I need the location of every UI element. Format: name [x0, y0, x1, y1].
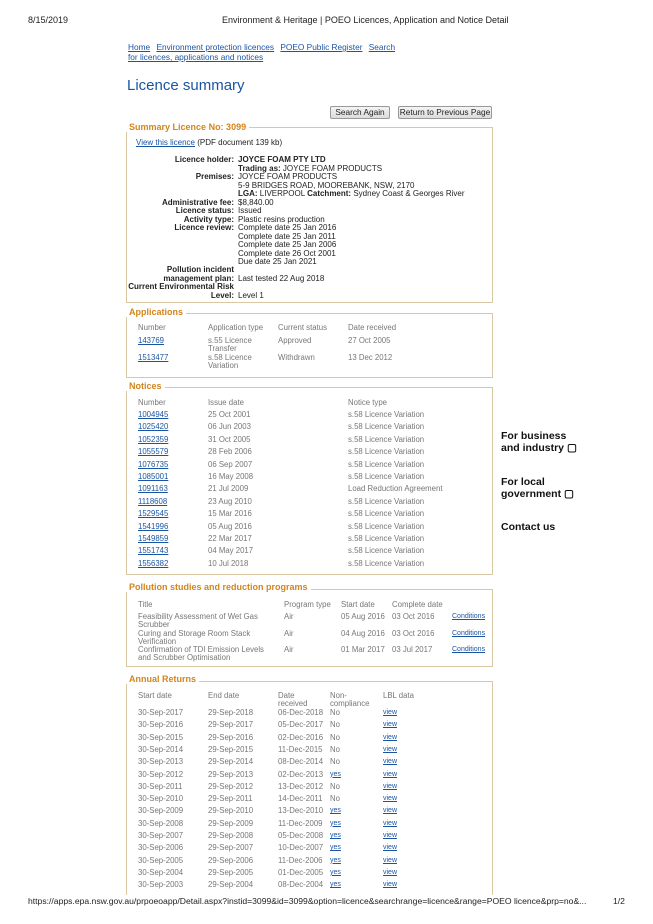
return-received: 06-Dec-2018	[278, 708, 324, 717]
return-noncompliance-link[interactable]: yes	[330, 856, 341, 864]
pollution-start: 01 Mar 2017	[341, 645, 385, 654]
app-type: s.58 Licence	[208, 353, 252, 362]
notice-date: 04 May 2017	[208, 546, 254, 556]
return-lbl-view-link[interactable]: view	[383, 868, 398, 876]
return-noncompliance: No	[330, 794, 340, 804]
risk-value: Level 1	[238, 290, 264, 300]
breadcrumb	[128, 42, 408, 62]
external-icon: ▢	[566, 442, 577, 454]
page-title: Licence summary	[127, 77, 245, 94]
notice-date: 05 Aug 2016	[208, 521, 252, 531]
return-previous-button[interactable]: Return to Previous Page	[399, 107, 491, 117]
notice-type: s.58 Licence Variation	[348, 459, 425, 469]
return-noncompliance-link[interactable]: yes	[330, 832, 341, 839]
notice-number-link[interactable]: 1085001	[138, 472, 169, 481]
holder-label: Licence holder:	[174, 155, 234, 164]
external-icon: ▢	[564, 488, 574, 500]
return-end: 29-Sep-2016	[208, 732, 254, 742]
notice-type: Load Reduction Agreement	[348, 484, 443, 494]
return-end: 29-Sep-2004	[208, 880, 254, 890]
return-start: 30-Sep-2010	[138, 794, 184, 804]
return-end: 29-Sep-2007	[208, 843, 254, 853]
lga-value: LIVERPOOL	[259, 189, 305, 198]
notice-type: s.58 Licence Variation	[348, 534, 425, 543]
notice-type: s.58 Licence Variation	[348, 410, 425, 419]
app-date: 27 Oct 2005	[348, 336, 391, 345]
return-received: 13-Dec-2012	[278, 781, 324, 791]
pollution-header-type: Program type	[284, 600, 331, 609]
returns-title: Annual Returns	[126, 674, 199, 684]
app-type: s.55 Licence	[208, 336, 252, 345]
notice-type: s.58 Licence Variation	[348, 434, 425, 444]
pollution-title: Confirmation of TDI Emission Levels	[138, 645, 264, 654]
return-lbl-view-link[interactable]: view	[383, 770, 398, 778]
return-lbl-view-link[interactable]: view	[383, 758, 398, 766]
pollution-conditions-link[interactable]: Conditions	[452, 613, 486, 620]
return-noncompliance-link[interactable]: yes	[330, 844, 341, 852]
return-end: 29-Sep-2013	[208, 769, 254, 779]
return-start: 30-Sep-2016	[138, 720, 184, 730]
pollution-title-2: and Scrubber Optimisation	[138, 653, 231, 662]
fee-label: Administrative fee:	[161, 197, 234, 207]
return-start: 30-Sep-2012	[138, 769, 184, 779]
notice-type: s.58 Licence Variation	[348, 422, 425, 432]
status-value: Issued	[238, 206, 262, 215]
view-licence-note: (PDF document 139 kb)	[197, 138, 283, 147]
return-start: 30-Sep-2007	[138, 831, 184, 840]
return-start: 30-Sep-2008	[138, 818, 184, 828]
licence-number: Licence No: 3099	[172, 122, 247, 132]
return-lbl-view-link[interactable]: view	[383, 782, 398, 790]
return-start: 30-Sep-2011	[138, 781, 183, 791]
return-start: 30-Sep-2015	[138, 732, 184, 742]
nav-home-link[interactable]: Home	[128, 42, 151, 52]
pollution-type: Air	[284, 645, 294, 654]
returns-header-received-2: received	[278, 699, 308, 708]
returns-header-non-2: compliance	[330, 699, 370, 708]
print-date: 8/15/2019	[28, 15, 69, 25]
catchment-value: Sydney Coast & Georges River	[353, 189, 465, 198]
notice-number-link[interactable]: 1529545	[138, 509, 169, 519]
returns-header-received: Date	[278, 691, 295, 700]
return-end: 29-Sep-2005	[208, 867, 254, 877]
return-received: 02-Dec-2016	[278, 732, 324, 742]
app-type-2: Transfer	[208, 344, 237, 353]
trading-value: JOYCE FOAM PRODUCTS	[282, 163, 383, 173]
notice-date: 22 Mar 2017	[208, 534, 252, 543]
pirmp-label-2: management plan:	[163, 273, 234, 283]
return-lbl-view-link[interactable]: view	[383, 807, 398, 815]
return-start: 30-Sep-2004	[138, 867, 184, 877]
return-received: 05-Dec-2008	[278, 831, 324, 840]
returns-header-non: Non-	[330, 691, 347, 700]
return-lbl-view-link[interactable]: view	[383, 721, 398, 729]
notice-number-link[interactable]: 1025420	[138, 422, 169, 432]
review-item: Complete date 25 Jan 2011	[238, 231, 336, 241]
return-received: 01-Dec-2005	[278, 867, 324, 877]
pollution-header-title: Title	[138, 600, 153, 609]
return-lbl-view-link[interactable]: view	[383, 856, 398, 864]
app-header-type: Application type	[208, 323, 264, 332]
return-received: 11-Dec-2015	[278, 744, 323, 754]
return-received: 08-Dec-2014	[278, 757, 324, 767]
review-item: Complete date 26 Oct 2001	[238, 248, 336, 258]
return-received: 11-Dec-2009	[278, 818, 323, 828]
pollution-start: 05 Aug 2016	[341, 612, 385, 621]
pollution-complete: 03 Oct 2016	[392, 628, 435, 638]
return-end: 29-Sep-2010	[208, 806, 254, 816]
applications-title: Applications	[126, 307, 186, 317]
pollution-complete: 03 Oct 2016	[392, 612, 435, 621]
return-noncompliance: No	[330, 757, 340, 767]
returns-header-end: End date	[208, 691, 240, 700]
pirmp-value: Last tested 22 Aug 2018	[238, 273, 325, 283]
nav-epl-link[interactable]: Environment protection licences	[156, 42, 275, 52]
return-noncompliance-link[interactable]: yes	[330, 868, 341, 876]
notice-type: s.58 Licence Variation	[348, 521, 425, 531]
returns-header-start: Start date	[138, 691, 172, 700]
pollution-conditions-link[interactable]: Conditions	[452, 629, 486, 637]
premises-value: JOYCE FOAM PRODUCTS	[238, 172, 338, 181]
pollution-conditions-link[interactable]: Conditions	[452, 646, 486, 653]
app-status: Withdrawn	[278, 353, 315, 362]
return-lbl-view-link[interactable]: view	[383, 733, 398, 741]
return-start: 30-Sep-2006	[138, 843, 184, 853]
sidebar-business-link[interactable]: For business and industry ▢	[501, 430, 577, 454]
notice-number-link[interactable]: 1055579	[138, 447, 169, 457]
return-end: 29-Sep-2017	[208, 720, 254, 730]
notice-number-link[interactable]: 1076735	[138, 459, 169, 469]
print-url: https://apps.epa.nsw.gov.au/prpoeoapp/Detail.aspx?instid=3099&id=3099&option=licence&searchrange=licence&range=POEO licence&prp=no&...	[28, 896, 587, 906]
notice-date: 06 Sep 2007	[208, 459, 253, 469]
app-header-number: Number	[138, 323, 166, 332]
notice-type: s.58 Licence Variation	[348, 509, 425, 519]
return-end: 29-Sep-2012	[208, 781, 254, 791]
return-received: 05-Dec-2017	[278, 720, 324, 730]
notice-date: 31 Oct 2005	[208, 434, 251, 444]
sidebar-contact-link[interactable]: Contact us	[501, 521, 556, 533]
return-start: 30-Sep-2017	[138, 708, 184, 717]
lga-label: LGA:	[238, 189, 258, 198]
return-noncompliance: No	[330, 720, 340, 730]
notice-type: s.58 Licence Variation	[348, 558, 425, 568]
return-start: 30-Sep-2003	[138, 880, 184, 890]
search-again-button[interactable]: Search Again	[330, 106, 390, 119]
return-lbl-view-link[interactable]: view	[383, 795, 398, 803]
return-noncompliance: No	[330, 744, 340, 754]
notice-type: s.58 Licence Variation	[348, 447, 425, 457]
returns-header-lbl: LBL data	[383, 691, 414, 700]
notices-panel	[126, 387, 493, 575]
return-start: 30-Sep-2005	[138, 855, 184, 865]
pollution-type: Air	[284, 612, 294, 621]
pollution-title: Curing and Storage Room Stack	[138, 628, 251, 638]
review-item: Complete date 25 Jan 2006	[238, 240, 337, 249]
notice-header-date: Issue date	[208, 398, 244, 407]
return-noncompliance: No	[330, 732, 340, 742]
pollution-title-2: Verification	[138, 636, 177, 646]
return-lbl-view-link[interactable]: view	[383, 745, 398, 753]
notice-date: 15 Mar 2016	[208, 509, 252, 519]
pollution-title-2: Scrubber	[138, 620, 170, 629]
return-start: 30-Sep-2013	[138, 757, 184, 767]
view-licence-link[interactable]: View this licence	[136, 138, 195, 147]
return-end: 29-Sep-2008	[208, 831, 254, 840]
notice-number-link[interactable]: 1549859	[138, 534, 169, 543]
notice-date: 10 Jul 2018	[208, 558, 249, 568]
notice-number-link[interactable]: 1541996	[138, 521, 169, 531]
nav-search-cont-link[interactable]: for licences, applications and notices	[128, 52, 264, 62]
notice-number-link[interactable]: 1004945	[138, 410, 169, 419]
notice-header-number: Number	[138, 398, 166, 407]
return-received: 02-Dec-2013	[278, 769, 324, 779]
return-noncompliance-link[interactable]: yes	[330, 881, 341, 889]
premises-label: Premises:	[195, 172, 234, 181]
notice-date: 28 Feb 2006	[208, 447, 252, 457]
app-number-link[interactable]: 143769	[138, 336, 165, 345]
notice-number-link[interactable]: 1551743	[138, 546, 169, 556]
print-page: 1/2	[613, 896, 625, 906]
notice-number-link[interactable]: 1556382	[138, 558, 169, 568]
notice-header-type: Notice type	[348, 398, 388, 407]
notice-number-link[interactable]: 1118608	[138, 496, 168, 506]
return-noncompliance-link[interactable]: yes	[330, 819, 341, 827]
notice-date: 23 Aug 2010	[208, 496, 252, 506]
nav-search-link[interactable]: Search	[368, 42, 396, 52]
app-number-link[interactable]: 1513477	[138, 353, 169, 362]
status-label: Licence status:	[175, 206, 234, 215]
print-title: Environment & Heritage | POEO Licences, Application and Notice Detail	[222, 15, 509, 25]
activity-label: Activity type:	[183, 214, 234, 224]
return-end: 29-Sep-2009	[208, 818, 254, 828]
review-label: Licence review:	[174, 223, 234, 232]
app-header-date: Date received	[348, 323, 397, 332]
pollution-type: Air	[284, 628, 294, 638]
risk-label-2: Level:	[210, 290, 234, 300]
notice-date: 21 Jul 2009	[208, 484, 249, 494]
fee-value: $8,840.00	[238, 197, 274, 207]
notice-type: s.58 Licence Variation	[348, 472, 425, 481]
return-noncompliance: No	[330, 708, 340, 717]
return-end: 29-Sep-2011	[208, 794, 253, 804]
return-noncompliance-link[interactable]: yes	[330, 807, 341, 815]
review-item: Due date 25 Jan 2021	[238, 257, 317, 266]
pollution-header-complete: Complete date	[392, 600, 443, 609]
return-received: 11-Dec-2006	[278, 855, 323, 865]
pollution-title: Feasibility Assessment of Wet Gas	[138, 612, 258, 621]
return-end: 29-Sep-2014	[208, 757, 254, 767]
notice-date: 06 Jun 2003	[208, 422, 251, 432]
return-received: 08-Dec-2004	[278, 880, 324, 890]
review-item: Complete date 25 Jan 2016	[238, 223, 337, 232]
pollution-complete: 03 Jul 2017	[392, 645, 433, 654]
return-lbl-view-link[interactable]: view	[383, 819, 398, 827]
return-end: 29-Sep-2006	[208, 855, 254, 865]
return-lbl-view-link[interactable]: view	[383, 844, 398, 852]
return-end: 29-Sep-2018	[208, 708, 254, 717]
summary-title: Summary Licence No: 3099	[126, 122, 249, 132]
notice-number-link[interactable]: 1052359	[138, 434, 169, 444]
return-noncompliance-link[interactable]: yes	[330, 770, 341, 778]
premises-address: 5-9 BRIDGES ROAD, MOOREBANK, NSW, 2170	[238, 180, 415, 190]
return-end: 29-Sep-2015	[208, 744, 254, 754]
app-date: 13 Dec 2012	[348, 353, 393, 362]
return-lbl-view-link[interactable]: view	[383, 832, 398, 839]
pollution-start: 04 Aug 2016	[341, 628, 385, 638]
app-header-status: Current status	[278, 323, 327, 332]
activity-value: Plastic resins production	[238, 214, 325, 224]
notices-title: Notices	[126, 381, 165, 391]
sidebar-local-gov-link[interactable]: For local government ▢	[501, 476, 574, 500]
return-start: 30-Sep-2014	[138, 744, 184, 754]
trading-label: Trading as:	[238, 163, 281, 173]
notice-type: s.58 Licence Variation	[348, 546, 425, 556]
nav-register-link[interactable]: POEO Public Register	[280, 42, 363, 52]
catchment-label: Catchment:	[307, 189, 352, 198]
return-lbl-view-link[interactable]: view	[383, 709, 398, 716]
return-received: 14-Dec-2011	[278, 794, 323, 804]
return-received: 10-Dec-2007	[278, 843, 324, 853]
risk-label: Current Environmental Risk	[128, 282, 234, 291]
pirmp-label: Pollution incident	[166, 265, 234, 274]
notice-number-link[interactable]: 1091163	[138, 484, 168, 494]
return-received: 13-Dec-2010	[278, 806, 324, 816]
notice-date: 16 May 2008	[208, 472, 254, 481]
app-type-2: Variation	[208, 361, 239, 370]
notice-type: s.58 Licence Variation	[348, 496, 425, 506]
return-start: 30-Sep-2009	[138, 806, 184, 816]
holder-value: JOYCE FOAM PTY LTD	[238, 155, 326, 164]
return-noncompliance: No	[330, 781, 340, 791]
return-lbl-view-link[interactable]: view	[383, 881, 398, 889]
app-status: Approved	[278, 336, 312, 345]
pollution-title: Pollution studies and reduction programs	[126, 582, 311, 592]
notice-date: 25 Oct 2001	[208, 410, 251, 419]
pollution-header-start: Start date	[341, 600, 375, 609]
